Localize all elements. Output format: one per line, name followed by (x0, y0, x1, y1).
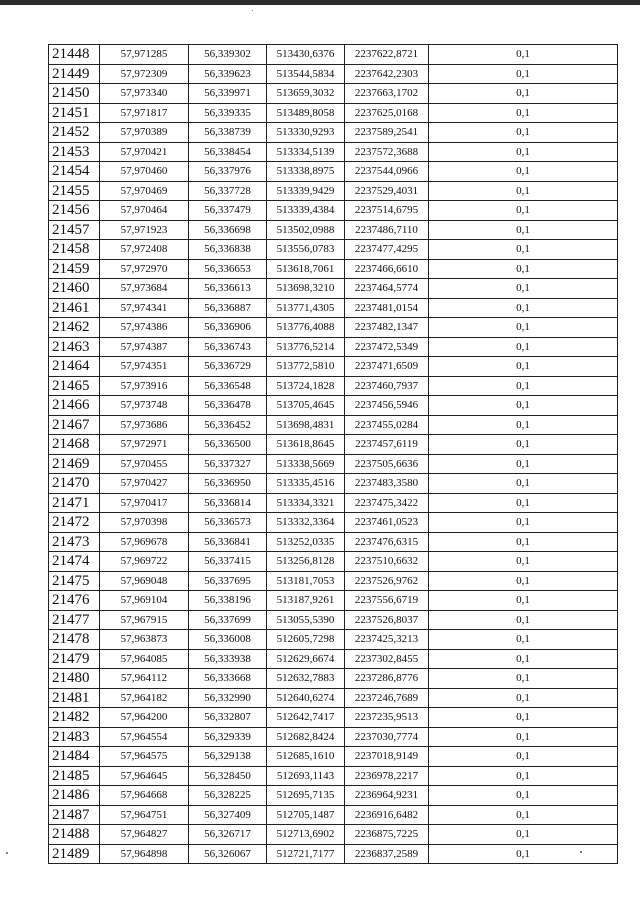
table-row (49, 357, 618, 377)
point-number-cell: 21453 (49, 142, 100, 162)
longitude-cell: 56,336573 (189, 513, 267, 533)
latitude-cell: 57,964200 (100, 708, 189, 728)
point-number-cell: 21478 (49, 630, 100, 650)
table-row (49, 181, 618, 201)
y-coordinate-cell: 2236964,9231 (345, 786, 429, 806)
table-row (49, 318, 618, 338)
x-coordinate-cell: 513338,8975 (267, 162, 345, 182)
x-coordinate-cell: 512713,6902 (267, 825, 345, 845)
longitude-cell: 56,338454 (189, 142, 267, 162)
x-coordinate-cell: 513430,6376 (267, 45, 345, 65)
accuracy-cell: 0,1 (429, 84, 618, 104)
accuracy-cell: 0,1 (429, 357, 618, 377)
table-row (49, 493, 618, 513)
coordinates-table (48, 44, 618, 864)
longitude-cell: 56,339335 (189, 103, 267, 123)
x-coordinate-cell: 513334,5139 (267, 142, 345, 162)
scan-top-edge (0, 0, 640, 5)
x-coordinate-cell: 513771,4305 (267, 298, 345, 318)
longitude-cell: 56,337976 (189, 162, 267, 182)
latitude-cell: 57,971923 (100, 220, 189, 240)
longitude-cell: 56,329138 (189, 747, 267, 767)
y-coordinate-cell: 2237471,6509 (345, 357, 429, 377)
longitude-cell: 56,339302 (189, 45, 267, 65)
latitude-cell: 57,964898 (100, 844, 189, 864)
x-coordinate-cell: 512629,6674 (267, 649, 345, 669)
y-coordinate-cell: 2237663,1702 (345, 84, 429, 104)
x-coordinate-cell: 513332,3364 (267, 513, 345, 533)
longitude-cell: 56,336838 (189, 240, 267, 260)
point-number-cell: 21466 (49, 396, 100, 416)
point-number-cell: 21473 (49, 532, 100, 552)
point-number-cell: 21486 (49, 786, 100, 806)
y-coordinate-cell: 2237425,3213 (345, 630, 429, 650)
table-row (49, 669, 618, 689)
table-row (49, 415, 618, 435)
point-number-cell: 21470 (49, 474, 100, 494)
table-row (49, 259, 618, 279)
table-row (49, 376, 618, 396)
x-coordinate-cell: 513772,5810 (267, 357, 345, 377)
longitude-cell: 56,336452 (189, 415, 267, 435)
x-coordinate-cell: 512685,1610 (267, 747, 345, 767)
longitude-cell: 56,336743 (189, 337, 267, 357)
latitude-cell: 57,964182 (100, 688, 189, 708)
point-number-cell: 21448 (49, 45, 100, 65)
latitude-cell: 57,964554 (100, 727, 189, 747)
accuracy-cell: 0,1 (429, 825, 618, 845)
point-number-cell: 21481 (49, 688, 100, 708)
accuracy-cell: 0,1 (429, 181, 618, 201)
latitude-cell: 57,963873 (100, 630, 189, 650)
table-row (49, 337, 618, 357)
x-coordinate-cell: 513335,4516 (267, 474, 345, 494)
longitude-cell: 56,337695 (189, 571, 267, 591)
longitude-cell: 56,338196 (189, 591, 267, 611)
table-row (49, 766, 618, 786)
point-number-cell: 21465 (49, 376, 100, 396)
latitude-cell: 57,973686 (100, 415, 189, 435)
accuracy-cell: 0,1 (429, 376, 618, 396)
latitude-cell: 57,973684 (100, 279, 189, 299)
point-number-cell: 21456 (49, 201, 100, 221)
longitude-cell: 56,337699 (189, 610, 267, 630)
longitude-cell: 56,337327 (189, 454, 267, 474)
accuracy-cell: 0,1 (429, 337, 618, 357)
longitude-cell: 56,337728 (189, 181, 267, 201)
accuracy-cell: 0,1 (429, 103, 618, 123)
table-row (49, 123, 618, 143)
y-coordinate-cell: 2237642,2303 (345, 64, 429, 84)
accuracy-cell: 0,1 (429, 435, 618, 455)
coordinates-table-body (49, 45, 618, 864)
table-row (49, 162, 618, 182)
longitude-cell: 56,336653 (189, 259, 267, 279)
x-coordinate-cell: 512693,1143 (267, 766, 345, 786)
accuracy-cell: 0,1 (429, 766, 618, 786)
accuracy-cell: 0,1 (429, 454, 618, 474)
point-number-cell: 21455 (49, 181, 100, 201)
latitude-cell: 57,964085 (100, 649, 189, 669)
accuracy-cell: 0,1 (429, 64, 618, 84)
y-coordinate-cell: 2236978,2217 (345, 766, 429, 786)
table-row (49, 84, 618, 104)
latitude-cell: 57,972408 (100, 240, 189, 260)
y-coordinate-cell: 2237510,6632 (345, 552, 429, 572)
scan-speck (6, 852, 8, 854)
longitude-cell: 56,336478 (189, 396, 267, 416)
x-coordinate-cell: 513776,4088 (267, 318, 345, 338)
y-coordinate-cell: 2237556,6719 (345, 591, 429, 611)
latitude-cell: 57,967915 (100, 610, 189, 630)
accuracy-cell: 0,1 (429, 259, 618, 279)
point-number-cell: 21458 (49, 240, 100, 260)
latitude-cell: 57,964751 (100, 805, 189, 825)
latitude-cell: 57,964575 (100, 747, 189, 767)
longitude-cell: 56,336906 (189, 318, 267, 338)
accuracy-cell: 0,1 (429, 201, 618, 221)
x-coordinate-cell: 513055,5390 (267, 610, 345, 630)
latitude-cell: 57,974387 (100, 337, 189, 357)
longitude-cell: 56,339623 (189, 64, 267, 84)
y-coordinate-cell: 2237482,1347 (345, 318, 429, 338)
x-coordinate-cell: 513256,8128 (267, 552, 345, 572)
y-coordinate-cell: 2237622,8721 (345, 45, 429, 65)
point-number-cell: 21471 (49, 493, 100, 513)
y-coordinate-cell: 2237030,7774 (345, 727, 429, 747)
table-row (49, 610, 618, 630)
y-coordinate-cell: 2237455,0284 (345, 415, 429, 435)
point-number-cell: 21469 (49, 454, 100, 474)
accuracy-cell: 0,1 (429, 298, 618, 318)
point-number-cell: 21468 (49, 435, 100, 455)
x-coordinate-cell: 513776,5214 (267, 337, 345, 357)
y-coordinate-cell: 2237456,5946 (345, 396, 429, 416)
x-coordinate-cell: 513705,4645 (267, 396, 345, 416)
table-row (49, 513, 618, 533)
table-row (49, 825, 618, 845)
table-row (49, 630, 618, 650)
table-row (49, 298, 618, 318)
accuracy-cell: 0,1 (429, 844, 618, 864)
table-row (49, 201, 618, 221)
table-row (49, 571, 618, 591)
x-coordinate-cell: 513339,9429 (267, 181, 345, 201)
longitude-cell: 56,336814 (189, 493, 267, 513)
y-coordinate-cell: 2237572,3688 (345, 142, 429, 162)
accuracy-cell: 0,1 (429, 123, 618, 143)
y-coordinate-cell: 2237466,6610 (345, 259, 429, 279)
table-row (49, 708, 618, 728)
x-coordinate-cell: 512605,7298 (267, 630, 345, 650)
latitude-cell: 57,974351 (100, 357, 189, 377)
accuracy-cell: 0,1 (429, 240, 618, 260)
y-coordinate-cell: 2237302,8455 (345, 649, 429, 669)
x-coordinate-cell: 513618,7061 (267, 259, 345, 279)
y-coordinate-cell: 2237460,7937 (345, 376, 429, 396)
y-coordinate-cell: 2237526,8037 (345, 610, 429, 630)
table-row (49, 844, 618, 864)
latitude-cell: 57,964827 (100, 825, 189, 845)
y-coordinate-cell: 2237481,0154 (345, 298, 429, 318)
longitude-cell: 56,336729 (189, 357, 267, 377)
latitude-cell: 57,969722 (100, 552, 189, 572)
longitude-cell: 56,336698 (189, 220, 267, 240)
longitude-cell: 56,337479 (189, 201, 267, 221)
point-number-cell: 21487 (49, 805, 100, 825)
accuracy-cell: 0,1 (429, 220, 618, 240)
longitude-cell: 56,336548 (189, 376, 267, 396)
latitude-cell: 57,972309 (100, 64, 189, 84)
x-coordinate-cell: 513187,9261 (267, 591, 345, 611)
latitude-cell: 57,973340 (100, 84, 189, 104)
longitude-cell: 56,336500 (189, 435, 267, 455)
table-row (49, 64, 618, 84)
point-number-cell: 21485 (49, 766, 100, 786)
latitude-cell: 57,974386 (100, 318, 189, 338)
accuracy-cell: 0,1 (429, 669, 618, 689)
accuracy-cell: 0,1 (429, 805, 618, 825)
y-coordinate-cell: 2237472,5349 (345, 337, 429, 357)
table-row (49, 435, 618, 455)
y-coordinate-cell: 2237286,8776 (345, 669, 429, 689)
accuracy-cell: 0,1 (429, 630, 618, 650)
accuracy-cell: 0,1 (429, 532, 618, 552)
accuracy-cell: 0,1 (429, 493, 618, 513)
latitude-cell: 57,973748 (100, 396, 189, 416)
latitude-cell: 57,972970 (100, 259, 189, 279)
accuracy-cell: 0,1 (429, 610, 618, 630)
longitude-cell: 56,336887 (189, 298, 267, 318)
point-number-cell: 21462 (49, 318, 100, 338)
x-coordinate-cell: 512632,7883 (267, 669, 345, 689)
accuracy-cell: 0,1 (429, 571, 618, 591)
longitude-cell: 56,327409 (189, 805, 267, 825)
latitude-cell: 57,971285 (100, 45, 189, 65)
point-number-cell: 21475 (49, 571, 100, 591)
point-number-cell: 21457 (49, 220, 100, 240)
latitude-cell: 57,974341 (100, 298, 189, 318)
accuracy-cell: 0,1 (429, 552, 618, 572)
x-coordinate-cell: 513252,0335 (267, 532, 345, 552)
accuracy-cell: 0,1 (429, 513, 618, 533)
point-number-cell: 21480 (49, 669, 100, 689)
x-coordinate-cell: 513489,8058 (267, 103, 345, 123)
accuracy-cell: 0,1 (429, 688, 618, 708)
accuracy-cell: 0,1 (429, 747, 618, 767)
point-number-cell: 21488 (49, 825, 100, 845)
point-number-cell: 21479 (49, 649, 100, 669)
y-coordinate-cell: 2236916,6482 (345, 805, 429, 825)
table-row (49, 396, 618, 416)
table-row (49, 649, 618, 669)
latitude-cell: 57,969104 (100, 591, 189, 611)
y-coordinate-cell: 2237246,7689 (345, 688, 429, 708)
longitude-cell: 56,336613 (189, 279, 267, 299)
longitude-cell: 56,332990 (189, 688, 267, 708)
table-row (49, 279, 618, 299)
x-coordinate-cell: 513181,7053 (267, 571, 345, 591)
y-coordinate-cell: 2237461,0523 (345, 513, 429, 533)
latitude-cell: 57,970389 (100, 123, 189, 143)
point-number-cell: 21459 (49, 259, 100, 279)
accuracy-cell: 0,1 (429, 415, 618, 435)
point-number-cell: 21454 (49, 162, 100, 182)
point-number-cell: 21467 (49, 415, 100, 435)
x-coordinate-cell: 512695,7135 (267, 786, 345, 806)
y-coordinate-cell: 2237526,9762 (345, 571, 429, 591)
longitude-cell: 56,339971 (189, 84, 267, 104)
point-number-cell: 21474 (49, 552, 100, 572)
y-coordinate-cell: 2237483,3580 (345, 474, 429, 494)
accuracy-cell: 0,1 (429, 474, 618, 494)
x-coordinate-cell: 513339,4384 (267, 201, 345, 221)
latitude-cell: 57,964112 (100, 669, 189, 689)
point-number-cell: 21477 (49, 610, 100, 630)
x-coordinate-cell: 513698,3210 (267, 279, 345, 299)
accuracy-cell: 0,1 (429, 649, 618, 669)
accuracy-cell: 0,1 (429, 318, 618, 338)
x-coordinate-cell: 513724,1828 (267, 376, 345, 396)
x-coordinate-cell: 513338,5669 (267, 454, 345, 474)
y-coordinate-cell: 2236875,7225 (345, 825, 429, 845)
x-coordinate-cell: 512640,6274 (267, 688, 345, 708)
x-coordinate-cell: 512705,1487 (267, 805, 345, 825)
longitude-cell: 56,336950 (189, 474, 267, 494)
y-coordinate-cell: 2237457,6119 (345, 435, 429, 455)
longitude-cell: 56,336008 (189, 630, 267, 650)
table-row (49, 45, 618, 65)
point-number-cell: 21461 (49, 298, 100, 318)
latitude-cell: 57,970464 (100, 201, 189, 221)
table-row (49, 454, 618, 474)
longitude-cell: 56,326717 (189, 825, 267, 845)
point-number-cell: 21483 (49, 727, 100, 747)
accuracy-cell: 0,1 (429, 708, 618, 728)
y-coordinate-cell: 2237018,9149 (345, 747, 429, 767)
table-row (49, 220, 618, 240)
table-row (49, 474, 618, 494)
x-coordinate-cell: 513698,4831 (267, 415, 345, 435)
latitude-cell: 57,972971 (100, 435, 189, 455)
accuracy-cell: 0,1 (429, 591, 618, 611)
table-row (49, 103, 618, 123)
y-coordinate-cell: 2237589,2541 (345, 123, 429, 143)
longitude-cell: 56,328225 (189, 786, 267, 806)
longitude-cell: 56,333938 (189, 649, 267, 669)
point-number-cell: 21489 (49, 844, 100, 864)
point-number-cell: 21460 (49, 279, 100, 299)
longitude-cell: 56,337415 (189, 552, 267, 572)
table-row (49, 142, 618, 162)
y-coordinate-cell: 2237544,0966 (345, 162, 429, 182)
x-coordinate-cell: 513556,0783 (267, 240, 345, 260)
accuracy-cell: 0,1 (429, 727, 618, 747)
table-row (49, 805, 618, 825)
y-coordinate-cell: 2237625,0168 (345, 103, 429, 123)
y-coordinate-cell: 2237514,6795 (345, 201, 429, 221)
longitude-cell: 56,326067 (189, 844, 267, 864)
point-number-cell: 21452 (49, 123, 100, 143)
latitude-cell: 57,969678 (100, 532, 189, 552)
table-row (49, 688, 618, 708)
point-number-cell: 21484 (49, 747, 100, 767)
table-row (49, 240, 618, 260)
longitude-cell: 56,328450 (189, 766, 267, 786)
point-number-cell: 21476 (49, 591, 100, 611)
point-number-cell: 21482 (49, 708, 100, 728)
y-coordinate-cell: 2237464,5774 (345, 279, 429, 299)
x-coordinate-cell: 513659,3032 (267, 84, 345, 104)
y-coordinate-cell: 2237529,4031 (345, 181, 429, 201)
x-coordinate-cell: 512682,8424 (267, 727, 345, 747)
y-coordinate-cell: 2237235,9513 (345, 708, 429, 728)
table-row (49, 591, 618, 611)
longitude-cell: 56,332807 (189, 708, 267, 728)
latitude-cell: 57,971817 (100, 103, 189, 123)
accuracy-cell: 0,1 (429, 786, 618, 806)
y-coordinate-cell: 2237476,6315 (345, 532, 429, 552)
table-row (49, 552, 618, 572)
latitude-cell: 57,970398 (100, 513, 189, 533)
accuracy-cell: 0,1 (429, 45, 618, 65)
table-row (49, 747, 618, 767)
accuracy-cell: 0,1 (429, 396, 618, 416)
table-row (49, 532, 618, 552)
scan-speck (252, 10, 253, 11)
longitude-cell: 56,336841 (189, 532, 267, 552)
accuracy-cell: 0,1 (429, 279, 618, 299)
table-row (49, 786, 618, 806)
latitude-cell: 57,970417 (100, 493, 189, 513)
longitude-cell: 56,338739 (189, 123, 267, 143)
latitude-cell: 57,964645 (100, 766, 189, 786)
point-number-cell: 21464 (49, 357, 100, 377)
latitude-cell: 57,970469 (100, 181, 189, 201)
longitude-cell: 56,333668 (189, 669, 267, 689)
point-number-cell: 21463 (49, 337, 100, 357)
point-number-cell: 21472 (49, 513, 100, 533)
y-coordinate-cell: 2237475,3422 (345, 493, 429, 513)
y-coordinate-cell: 2237477,4295 (345, 240, 429, 260)
latitude-cell: 57,970427 (100, 474, 189, 494)
latitude-cell: 57,973916 (100, 376, 189, 396)
table-row (49, 727, 618, 747)
x-coordinate-cell: 512721,7177 (267, 844, 345, 864)
accuracy-cell: 0,1 (429, 162, 618, 182)
y-coordinate-cell: 2236837,2589 (345, 844, 429, 864)
latitude-cell: 57,970421 (100, 142, 189, 162)
accuracy-cell: 0,1 (429, 142, 618, 162)
y-coordinate-cell: 2237486,7110 (345, 220, 429, 240)
point-number-cell: 21450 (49, 84, 100, 104)
latitude-cell: 57,970460 (100, 162, 189, 182)
latitude-cell: 57,964668 (100, 786, 189, 806)
x-coordinate-cell: 513502,0988 (267, 220, 345, 240)
x-coordinate-cell: 513334,3321 (267, 493, 345, 513)
x-coordinate-cell: 513330,9293 (267, 123, 345, 143)
x-coordinate-cell: 512642,7417 (267, 708, 345, 728)
longitude-cell: 56,329339 (189, 727, 267, 747)
point-number-cell: 21451 (49, 103, 100, 123)
x-coordinate-cell: 513544,5834 (267, 64, 345, 84)
x-coordinate-cell: 513618,8645 (267, 435, 345, 455)
latitude-cell: 57,970455 (100, 454, 189, 474)
y-coordinate-cell: 2237505,6636 (345, 454, 429, 474)
latitude-cell: 57,969048 (100, 571, 189, 591)
point-number-cell: 21449 (49, 64, 100, 84)
